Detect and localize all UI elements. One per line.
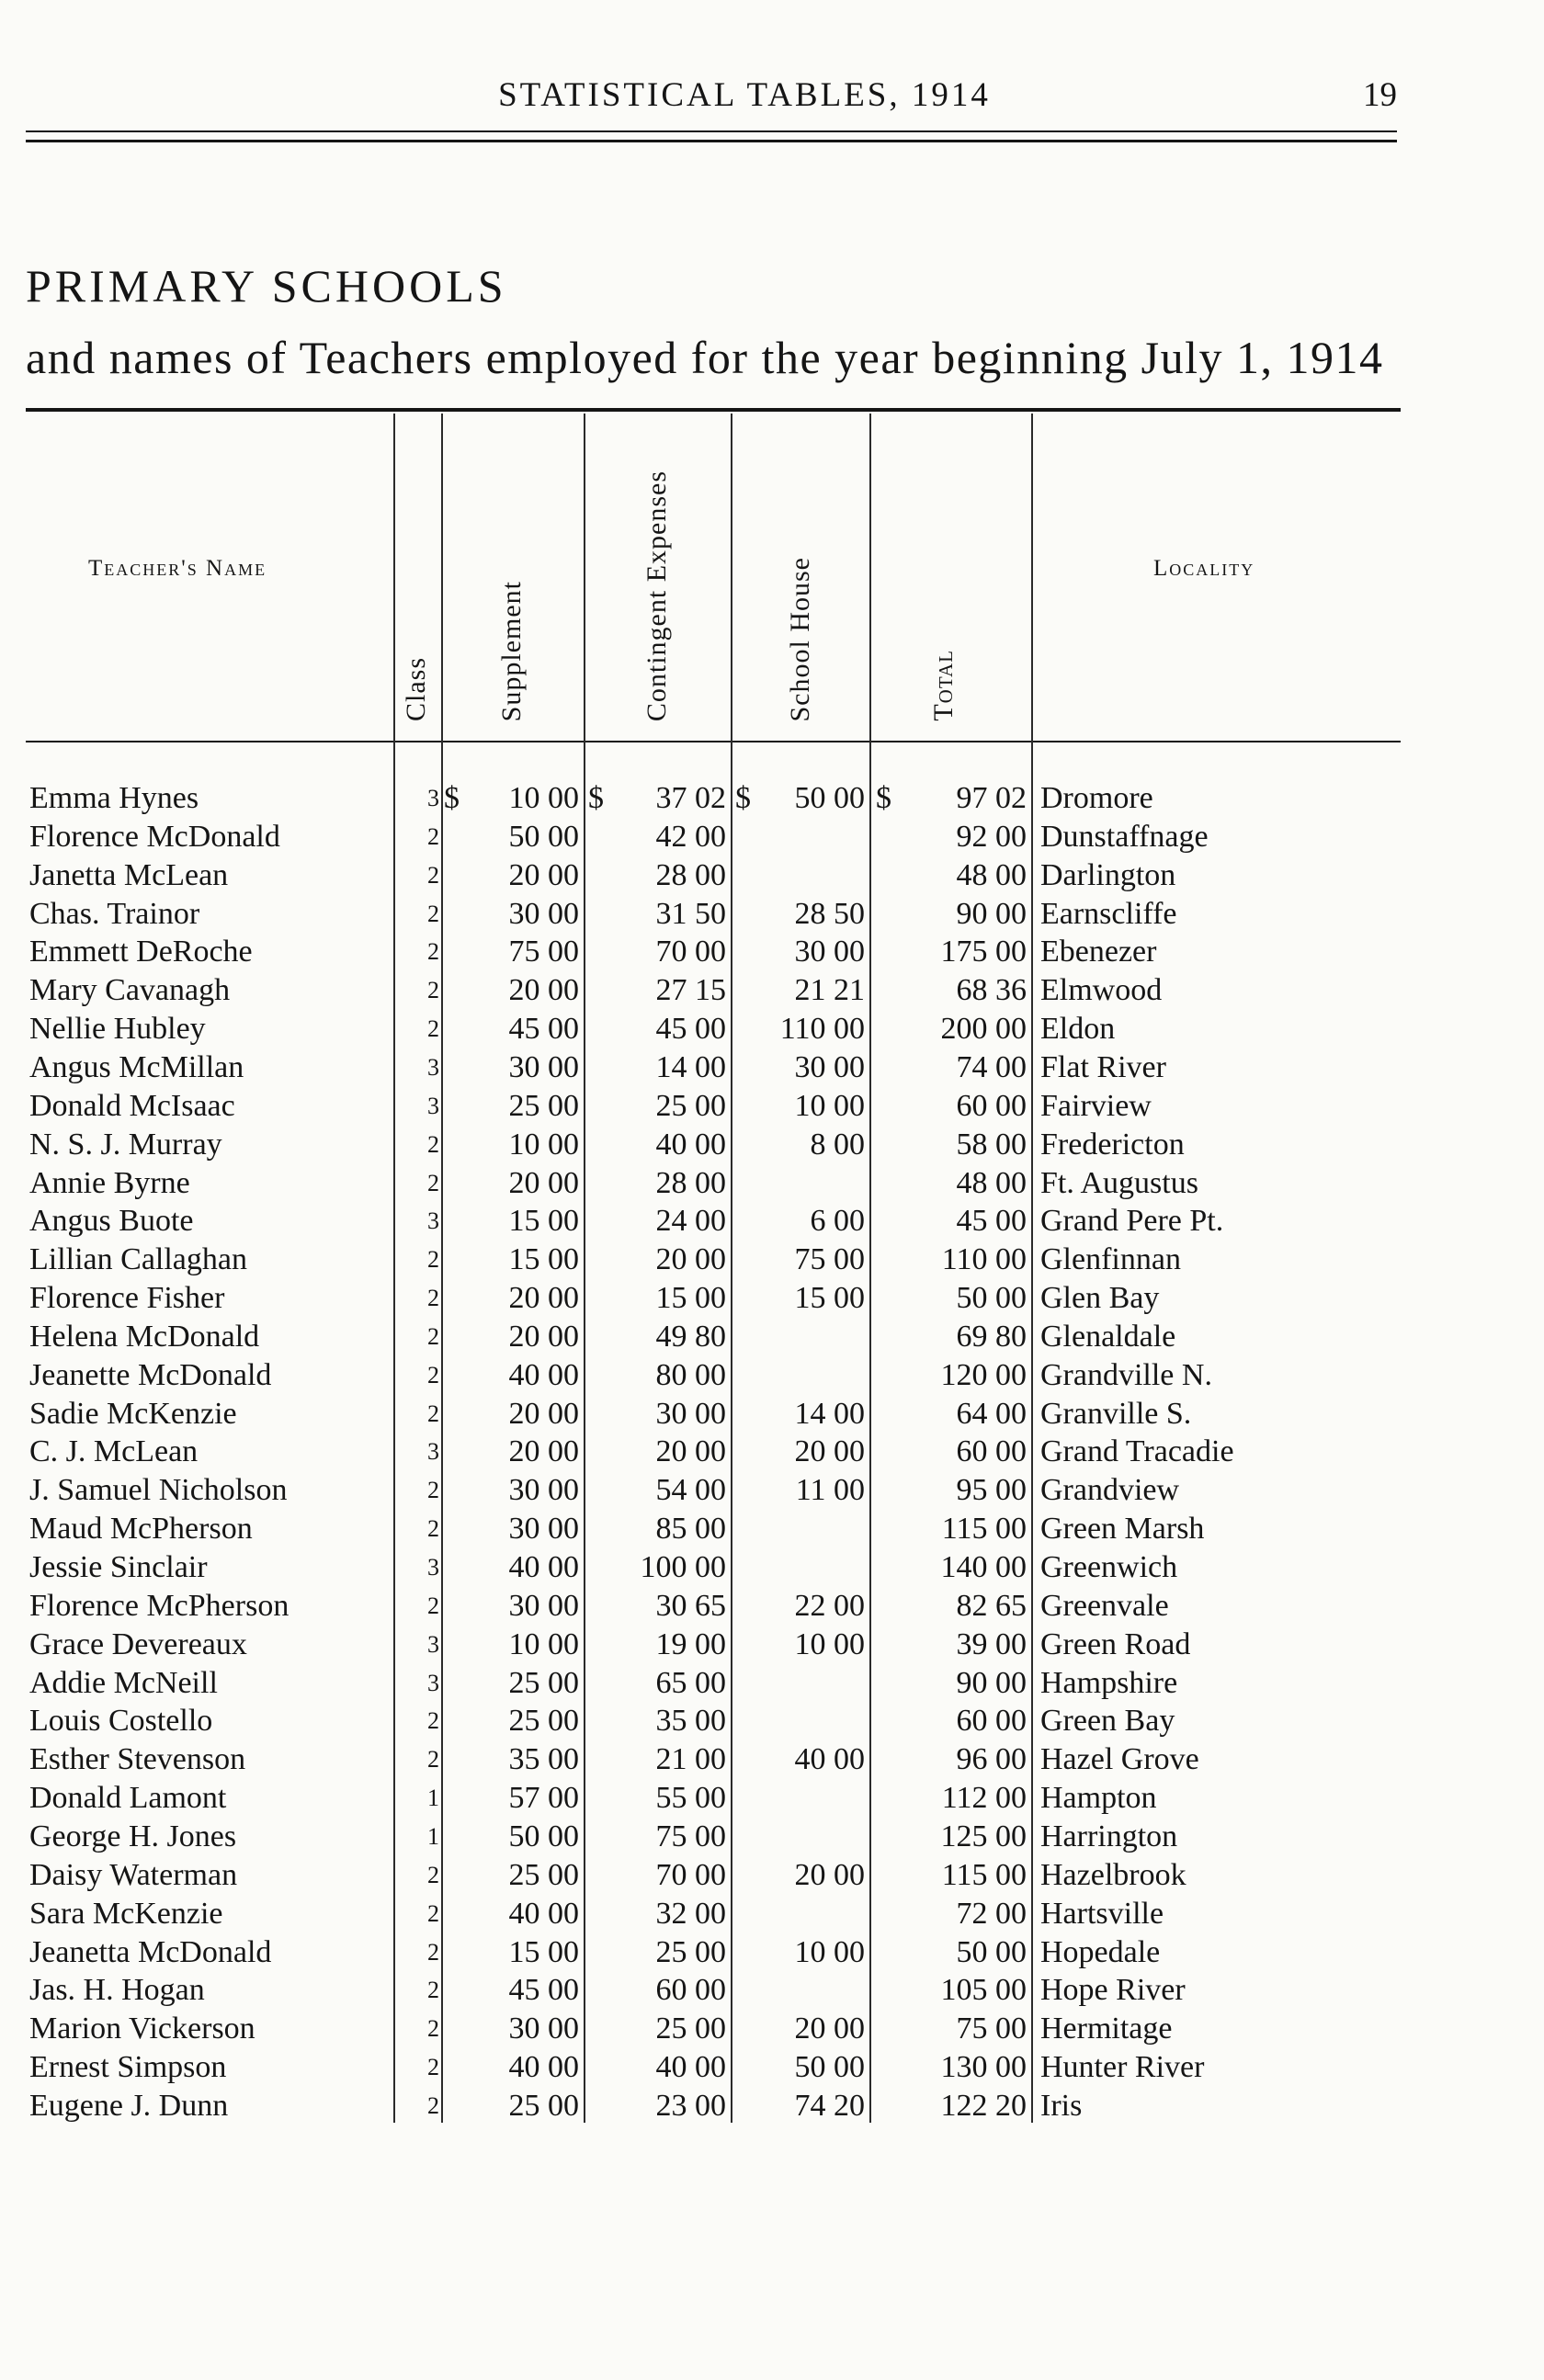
class-value: 2 [427,1246,439,1274]
class-value: 3 [427,1092,439,1119]
locality-name: Hermitage [1040,2012,1173,2046]
total-amount: 130 00 [940,2050,1027,2085]
contingent-amount: 54 00 [655,1473,726,1508]
school-house-amount: 30 00 [794,935,865,969]
locality-name: Greenvale [1040,1588,1169,1623]
class-value: 3 [427,1207,439,1235]
running-head: STATISTICAL TABLES, 1914 [498,76,991,114]
table-row [0,1087,1544,1126]
contingent-amount: 24 00 [655,1204,726,1239]
contingent-amount: 31 50 [655,896,726,931]
school-house-amount: 28 50 [794,896,865,931]
total-amount: 75 00 [956,2012,1027,2046]
contingent-amount: 49 80 [655,1319,726,1354]
supplement-amount: 20 00 [508,1434,579,1469]
school-house-amount: 50 00 [794,2050,865,2085]
class-value: 3 [427,785,439,811]
total-amount: 120 00 [940,1357,1027,1392]
table-row [0,818,1544,856]
total-amount: 92 00 [956,819,1027,854]
supplement-amount: 75 00 [508,935,579,969]
column-header-class: Class [401,656,431,721]
total-amount: 115 00 [941,1512,1027,1547]
total-amount: 60 00 [956,1704,1027,1739]
total-amount: 82 65 [956,1588,1027,1623]
table-row [0,1048,1544,1087]
contingent-amount: 20 00 [655,1434,726,1469]
teacher-name: Emmett DeRoche [29,935,253,969]
total-amount: 45 00 [956,1204,1027,1239]
teacher-name: Emma Hynes [29,781,199,815]
locality-name: Glen Bay [1040,1281,1160,1316]
teacher-name: Chas. Trainor [29,896,200,931]
school-house-amount: 30 00 [794,1049,865,1084]
total-amount: 110 00 [941,1242,1027,1277]
table-row [0,1433,1544,1471]
table-row [0,1740,1544,1779]
contingent-amount: 60 00 [655,1973,726,2008]
column-header-teacher: Teacher's Name [88,556,267,581]
locality-name: Grandville N. [1040,1357,1212,1392]
class-value: 2 [427,1169,439,1196]
contingent-amount: 27 15 [655,973,726,1008]
teacher-name: Donald Lamont [29,1781,227,1816]
locality-name: Grand Tracadie [1040,1434,1234,1469]
locality-name: Hope River [1040,1973,1186,2008]
school-house-amount: 110 00 [779,1012,865,1047]
teacher-name: Helena McDonald [29,1319,260,1354]
contingent-amount: 32 00 [655,1896,726,1931]
supplement-amount: 40 00 [508,1550,579,1584]
total-amount: 48 00 [956,1165,1027,1200]
supplement-amount: 25 00 [508,1704,579,1739]
total-amount: 68 36 [956,973,1027,1008]
total-amount: 90 00 [956,896,1027,931]
supplement-amount: 20 00 [508,857,579,892]
locality-name: Hopedale [1040,1934,1161,1969]
table-row [0,1126,1544,1164]
table-row [0,1279,1544,1318]
page-number: 19 [1363,76,1397,114]
contingent-amount: 20 00 [655,1242,726,1277]
total-amount: 122 20 [940,2088,1027,2123]
school-house-amount: 10 00 [794,1088,865,1123]
table-row [0,933,1544,971]
total-amount: 90 00 [956,1665,1027,1700]
total-amount: 72 00 [956,1896,1027,1931]
class-value: 2 [427,1977,439,2004]
teacher-name: Jessie Sinclair [29,1550,208,1584]
currency-symbol: $ [735,781,751,815]
class-value: 2 [427,1861,439,1888]
supplement-amount: 20 00 [508,1165,579,1200]
table-row [0,1971,1544,2010]
class-value: 3 [427,1630,439,1658]
page-heading: PRIMARY SCHOOLS [26,260,507,312]
contingent-amount: 80 00 [655,1357,726,1392]
school-house-amount: 8 00 [810,1127,865,1162]
table-row [0,2087,1544,2125]
supplement-amount: 40 00 [508,1357,579,1392]
total-amount: 60 00 [956,1088,1027,1123]
class-value: 3 [427,1438,439,1466]
contingent-amount: 25 00 [655,2012,726,2046]
teacher-name: Florence McPherson [29,1588,290,1623]
column-header-total: Total [928,650,959,721]
currency-symbol: $ [444,781,460,815]
locality-name: Hartsville [1040,1896,1164,1931]
school-house-amount: 21 21 [794,973,865,1008]
contingent-amount: 25 00 [655,1934,726,1969]
teacher-name: Esther Stevenson [29,1742,246,1777]
supplement-amount: 50 00 [508,1819,579,1853]
column-header-school-house: School House [785,556,815,721]
locality-name: Greenwich [1040,1550,1178,1584]
locality-name: Green Marsh [1040,1512,1205,1547]
class-value: 2 [427,2091,439,2119]
locality-name: Fredericton [1040,1127,1185,1162]
total-amount: 60 00 [956,1434,1027,1469]
school-house-amount: 20 00 [794,1434,865,1469]
school-house-amount: 40 00 [794,1742,865,1777]
supplement-amount: 30 00 [508,1049,579,1084]
table-row [0,1395,1544,1434]
class-value: 2 [427,1899,439,1927]
table-row [0,1202,1544,1241]
header-rule-top [26,130,1397,132]
supplement-amount: 35 00 [508,1742,579,1777]
supplement-amount: 40 00 [508,2050,579,2085]
teacher-name: J. Samuel Nicholson [29,1473,288,1508]
locality-name: Ebenezer [1040,935,1157,969]
supplement-amount: 25 00 [508,2088,579,2123]
teacher-name: Janetta McLean [29,857,229,892]
teacher-name: Maud McPherson [29,1512,253,1547]
locality-name: Green Bay [1040,1704,1175,1739]
supplement-amount: 50 00 [508,819,579,854]
total-amount: 200 00 [940,1012,1027,1047]
contingent-amount: 75 00 [655,1819,726,1853]
supplement-amount: 15 00 [508,1934,579,1969]
teacher-name: Lillian Callaghan [29,1242,247,1277]
locality-name: Earnscliffe [1040,896,1177,931]
table-row [0,1933,1544,1972]
teacher-name: Grace Devereaux [29,1626,247,1661]
total-amount: 105 00 [940,1973,1027,2008]
contingent-amount: 30 65 [655,1588,726,1623]
locality-name: Glenaldale [1040,1319,1176,1354]
column-header-supplement: Supplement [496,580,527,721]
locality-name: Ft. Augustus [1040,1165,1198,1200]
class-value: 2 [427,1707,439,1735]
supplement-amount: 30 00 [508,1588,579,1623]
class-value: 2 [427,1130,439,1158]
table-row [0,1548,1544,1587]
school-house-amount: 20 00 [794,2012,865,2046]
class-value: 3 [427,1669,439,1696]
school-house-amount: 15 00 [794,1281,865,1316]
teacher-name: Florence Fisher [29,1281,225,1316]
total-amount: 115 00 [941,1857,1027,1892]
locality-name: Hampton [1040,1781,1157,1816]
class-value: 2 [427,861,439,889]
supplement-amount: 45 00 [508,1973,579,2008]
teacher-name: Sadie McKenzie [29,1396,237,1431]
supplement-amount: 45 00 [508,1012,579,1047]
class-value: 2 [427,1592,439,1619]
class-value: 2 [427,977,439,1004]
supplement-amount: 40 00 [508,1896,579,1931]
teacher-name: Angus Buote [29,1204,194,1239]
contingent-amount: 85 00 [655,1512,726,1547]
teacher-name: Eugene J. Dunn [29,2088,229,2123]
class-value: 2 [427,1015,439,1043]
school-house-amount: 10 00 [794,1934,865,1969]
class-value: 2 [427,1746,439,1774]
teacher-name: Donald McIsaac [29,1088,235,1123]
supplement-amount: 20 00 [508,1319,579,1354]
total-amount: 125 00 [940,1819,1027,1853]
table-row [0,895,1544,934]
locality-name: Hazelbrook [1040,1857,1186,1892]
supplement-amount: 15 00 [508,1204,579,1239]
locality-name: Darlington [1040,857,1176,892]
page-subheading: and names of Teachers employed for the year beginning July 1, 1914 [26,332,1384,383]
total-amount: 58 00 [956,1127,1027,1162]
contingent-amount: 35 00 [655,1704,726,1739]
locality-name: Hazel Grove [1040,1742,1199,1777]
supplement-amount: 20 00 [508,973,579,1008]
class-value: 2 [427,900,439,927]
total-amount: 74 00 [956,1049,1027,1084]
teacher-name: Jeanetta McDonald [29,1934,272,1969]
class-value: 2 [427,822,439,850]
locality-name: Glenfinnan [1040,1242,1181,1277]
contingent-amount: 55 00 [655,1781,726,1816]
total-amount: 140 00 [940,1550,1027,1584]
class-value: 2 [427,1400,439,1427]
table-row [0,1779,1544,1818]
supplement-amount: 10 00 [508,781,579,815]
table-row [0,1164,1544,1203]
table-row [0,1318,1544,1356]
teacher-name: Daisy Waterman [29,1857,238,1892]
locality-name: Granville S. [1040,1396,1192,1431]
table-row [0,1587,1544,1626]
teacher-name: Florence McDonald [29,819,280,854]
class-value: 2 [427,1322,439,1350]
class-value: 2 [427,2015,439,2043]
class-value: 2 [427,938,439,966]
table-row [0,1664,1544,1703]
currency-symbol: $ [876,781,891,815]
table-row [0,779,1544,818]
supplement-amount: 30 00 [508,1473,579,1508]
supplement-amount: 30 00 [508,1512,579,1547]
locality-name: Dromore [1040,781,1153,815]
contingent-amount: 70 00 [655,1857,726,1892]
teacher-name: Sara McKenzie [29,1896,223,1931]
teacher-name: Angus McMillan [29,1049,244,1084]
table-row [0,1510,1544,1548]
contingent-amount: 40 00 [655,2050,726,2085]
contingent-amount: 28 00 [655,1165,726,1200]
total-amount: 95 00 [956,1473,1027,1508]
class-value: 3 [427,1053,439,1081]
total-amount: 50 00 [956,1281,1027,1316]
locality-name: Green Road [1040,1626,1191,1661]
contingent-amount: 70 00 [655,935,726,969]
class-value: 2 [427,1477,439,1504]
teacher-name: Nellie Hubley [29,1012,206,1047]
school-house-amount: 74 20 [794,2088,865,2123]
column-header-locality: Locality [1153,556,1255,581]
school-house-amount: 10 00 [794,1626,865,1661]
table-header-rule [26,741,1401,742]
supplement-amount: 15 00 [508,1242,579,1277]
locality-name: Grandview [1040,1473,1180,1508]
column-header-contingent: Contingent Expenses [641,470,672,721]
supplement-amount: 20 00 [508,1396,579,1431]
locality-name: Grand Pere Pt. [1040,1204,1224,1239]
supplement-amount: 25 00 [508,1857,579,1892]
class-value: 2 [427,1938,439,1966]
total-amount: 39 00 [956,1626,1027,1661]
locality-name: Harrington [1040,1819,1178,1853]
locality-name: Fairview [1040,1088,1152,1123]
total-amount: 64 00 [956,1396,1027,1431]
supplement-amount: 20 00 [508,1281,579,1316]
contingent-amount: 15 00 [655,1281,726,1316]
contingent-amount: 25 00 [655,1088,726,1123]
locality-name: Dunstaffnage [1040,819,1209,854]
supplement-amount: 10 00 [508,1626,579,1661]
table-row [0,1356,1544,1395]
locality-name: Hunter River [1040,2050,1205,2085]
teacher-name: Jeanette McDonald [29,1357,272,1392]
locality-name: Iris [1040,2088,1083,2123]
class-value: 2 [427,1361,439,1388]
teacher-name: Jas. H. Hogan [29,1973,205,2008]
table-row [0,1856,1544,1895]
contingent-amount: 30 00 [655,1396,726,1431]
supplement-amount: 57 00 [508,1781,579,1816]
class-value: 2 [427,1515,439,1543]
supplement-amount: 30 00 [508,2012,579,2046]
teacher-name: N. S. J. Murray [29,1127,222,1162]
teacher-name: C. J. McLean [29,1434,199,1469]
contingent-amount: 28 00 [655,857,726,892]
contingent-amount: 40 00 [655,1127,726,1162]
table-row [0,2010,1544,2048]
teacher-name: Mary Cavanagh [29,973,231,1008]
header-rule-bottom [26,140,1397,142]
total-amount: 69 80 [956,1319,1027,1354]
total-amount: 48 00 [956,857,1027,892]
teacher-name: Ernest Simpson [29,2050,227,2085]
class-value: 1 [427,1822,439,1850]
school-house-amount: 20 00 [794,1857,865,1892]
total-amount: 175 00 [940,935,1027,969]
class-value: 1 [427,1785,439,1812]
locality-name: Flat River [1040,1049,1166,1084]
contingent-amount: 14 00 [655,1049,726,1084]
total-amount: 96 00 [956,1742,1027,1777]
contingent-amount: 21 00 [655,1742,726,1777]
class-value: 2 [427,2054,439,2081]
teacher-name: Marion Vickerson [29,2012,255,2046]
contingent-amount: 100 00 [640,1550,726,1584]
teacher-name: Annie Byrne [29,1165,190,1200]
contingent-amount: 37 02 [655,781,726,815]
teacher-name: Louis Costello [29,1704,213,1739]
school-house-amount: 14 00 [794,1396,865,1431]
contingent-amount: 19 00 [655,1626,726,1661]
school-house-amount: 11 00 [795,1473,865,1508]
table-row [0,1471,1544,1510]
class-value: 2 [427,1285,439,1312]
contingent-amount: 65 00 [655,1665,726,1700]
table-row [0,1010,1544,1048]
table-row [0,1818,1544,1856]
locality-name: Elmwood [1040,973,1163,1008]
supplement-amount: 10 00 [508,1127,579,1162]
total-amount: 112 00 [941,1781,1027,1816]
school-house-amount: 50 00 [794,781,865,815]
teacher-name: Addie McNeill [29,1665,218,1700]
table-row [0,1702,1544,1740]
locality-name: Hampshire [1040,1665,1178,1700]
school-house-amount: 22 00 [794,1588,865,1623]
school-house-amount: 75 00 [794,1242,865,1277]
table-row [0,971,1544,1010]
total-amount: 50 00 [956,1934,1027,1969]
total-amount: 97 02 [956,781,1027,815]
table-top-rule [26,408,1401,412]
table-row [0,1241,1544,1279]
class-value: 3 [427,1554,439,1581]
contingent-amount: 45 00 [655,1012,726,1047]
table-row [0,2048,1544,2087]
supplement-amount: 30 00 [508,896,579,931]
table-row [0,1895,1544,1933]
supplement-amount: 25 00 [508,1088,579,1123]
school-house-amount: 6 00 [810,1204,865,1239]
contingent-amount: 23 00 [655,2088,726,2123]
contingent-amount: 42 00 [655,819,726,854]
currency-symbol: $ [588,781,604,815]
table-row [0,856,1544,895]
locality-name: Eldon [1040,1012,1116,1047]
supplement-amount: 25 00 [508,1665,579,1700]
table-row [0,1626,1544,1664]
teacher-name: George H. Jones [29,1819,237,1853]
